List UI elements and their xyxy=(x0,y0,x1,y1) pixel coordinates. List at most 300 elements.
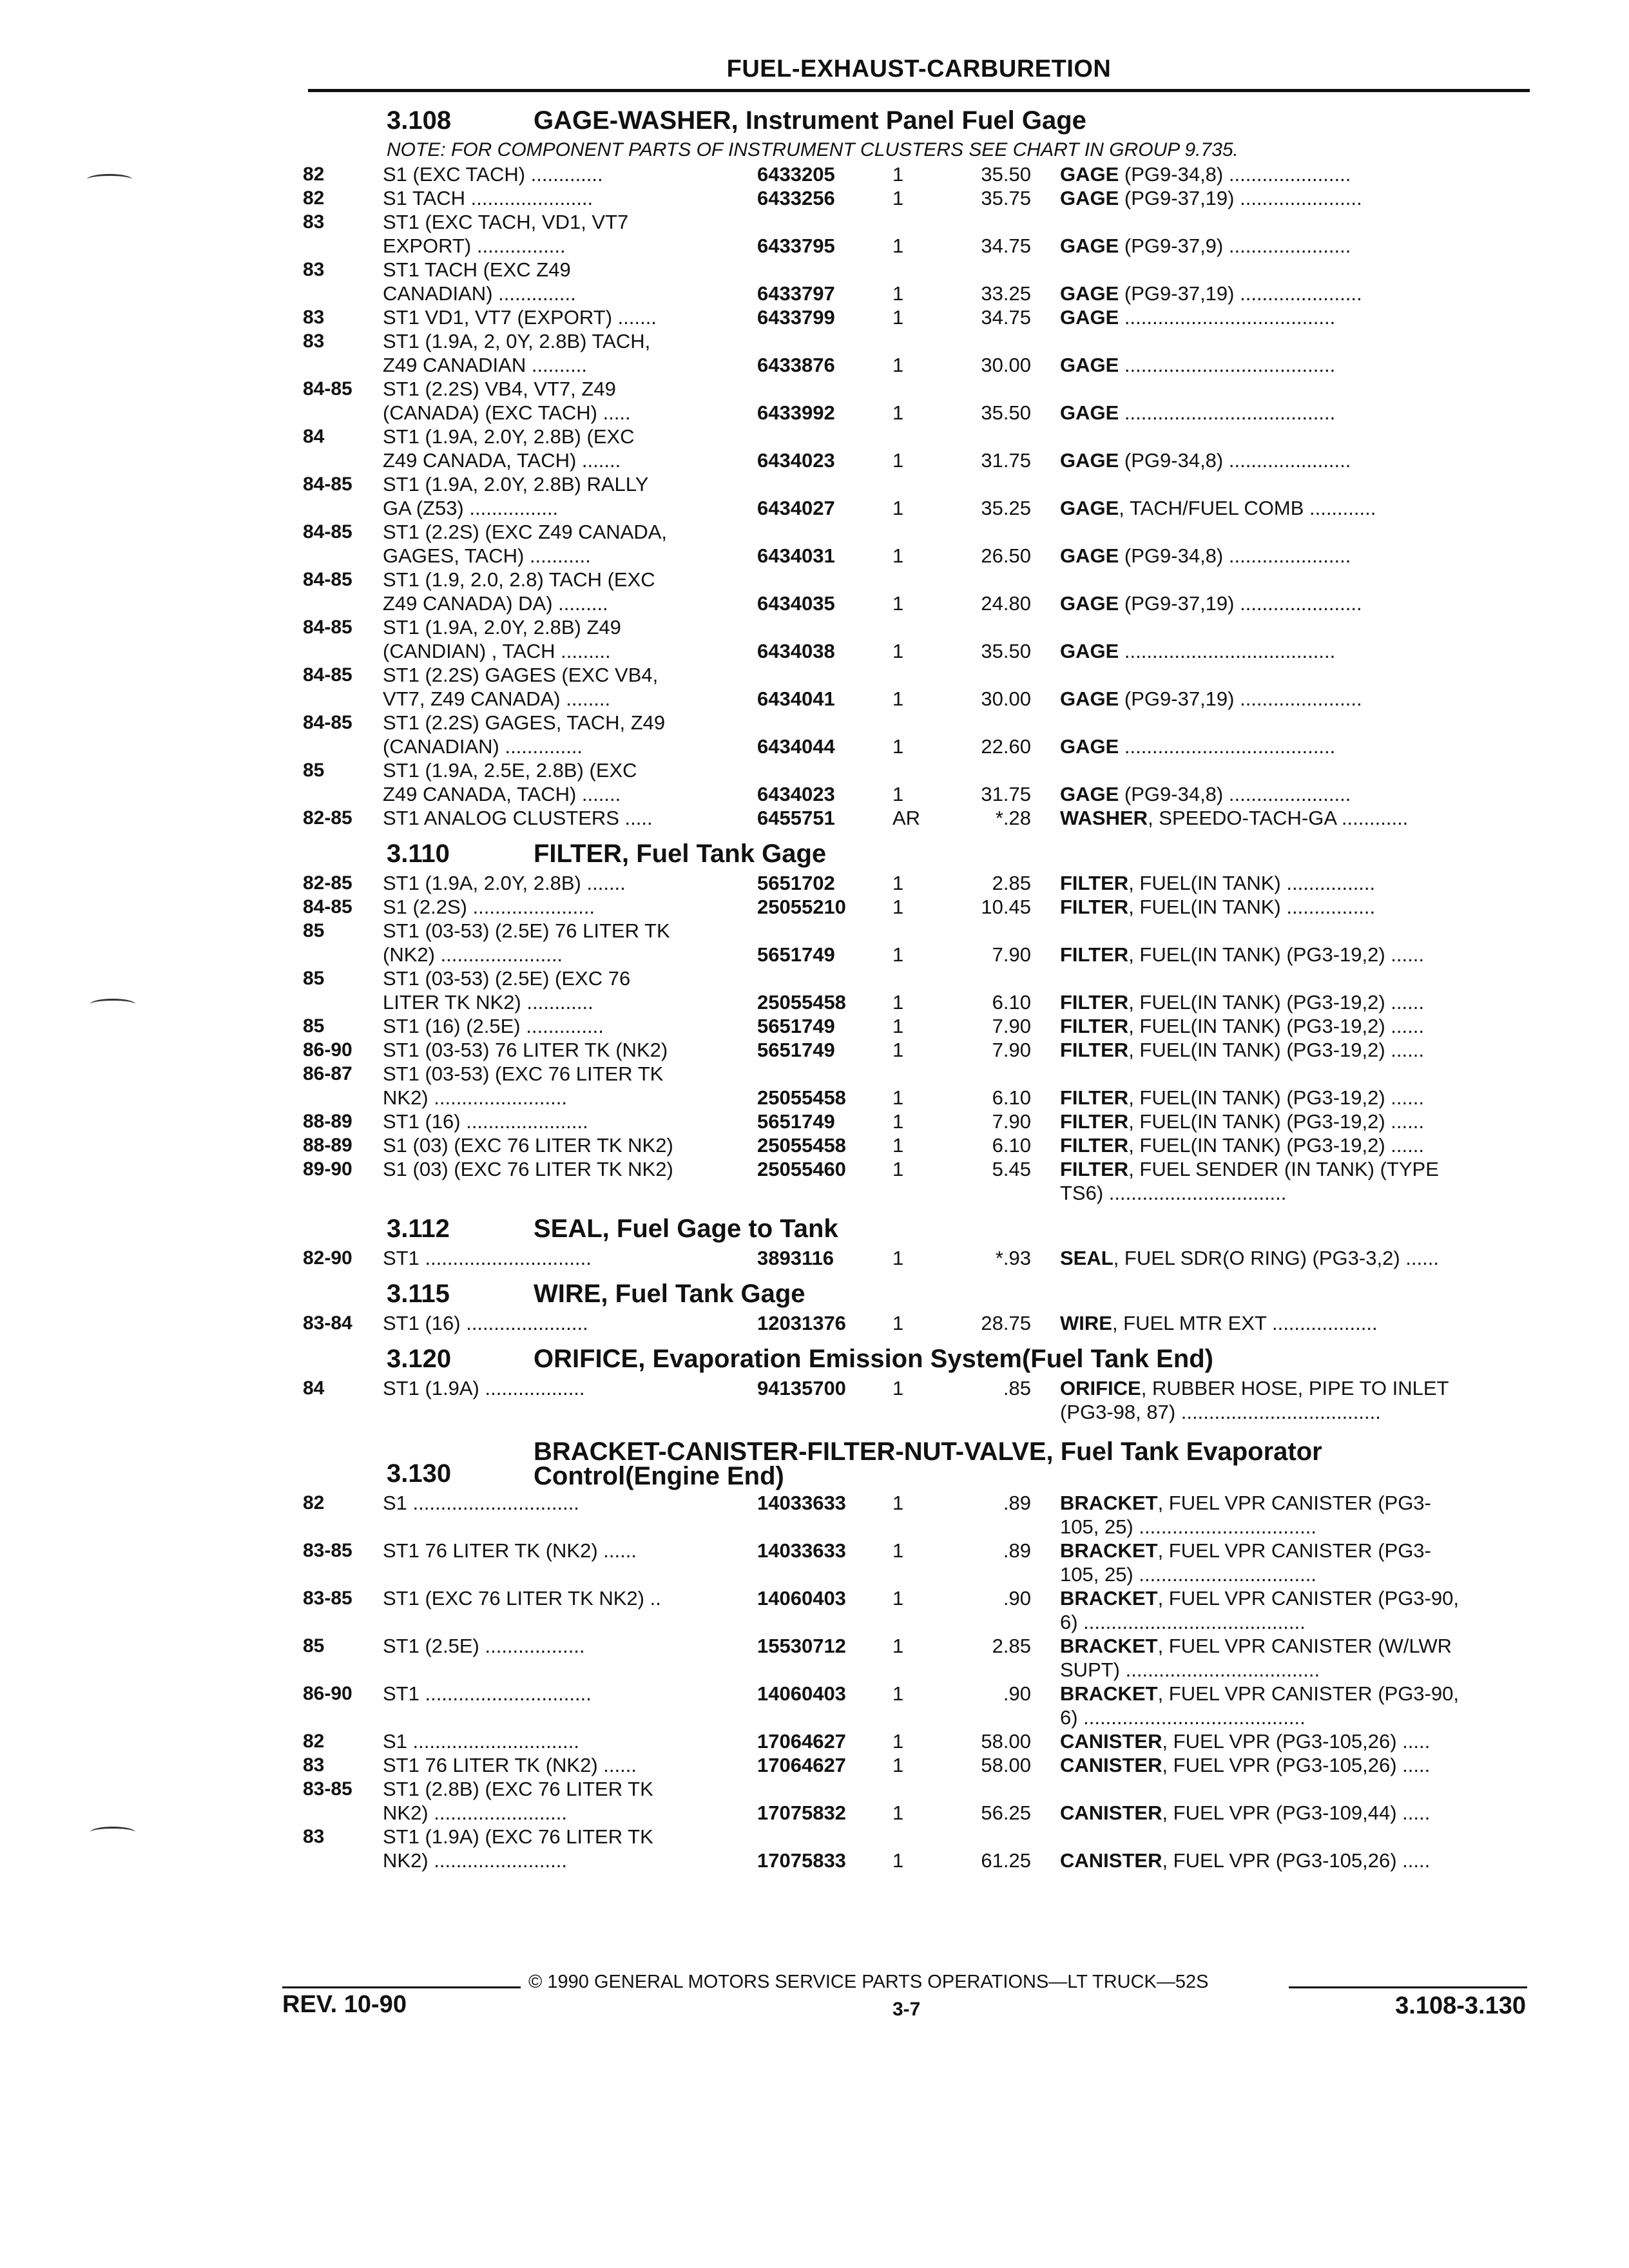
part-number: 6433256 xyxy=(757,187,835,209)
part-number: 15530712 xyxy=(757,1635,846,1657)
item-detail: , TACH/FUEL COMB ............ xyxy=(1119,497,1376,519)
price: 6.10 xyxy=(992,1134,1031,1157)
part-number: 6434031 xyxy=(757,544,835,567)
model-years: 88-89 xyxy=(303,1135,352,1156)
part-number: 25055458 xyxy=(757,991,846,1014)
part-entry xyxy=(303,1539,1527,1586)
part-number: 17075833 xyxy=(757,1849,846,1872)
part-number: 6434023 xyxy=(757,449,835,472)
quantity: 1 xyxy=(892,640,904,662)
item-description xyxy=(1060,1133,1518,1157)
part-number: 17064627 xyxy=(757,1730,846,1753)
quantity: AR xyxy=(892,807,921,829)
item-description xyxy=(1060,1376,1518,1424)
section-number: 3.115 xyxy=(387,1280,450,1308)
item-detail: , FUEL(IN TANK) (PG3-19,2) ...... xyxy=(1128,1110,1424,1133)
price: 33.25 xyxy=(981,282,1031,305)
quantity: 1 xyxy=(892,1134,904,1157)
item-name: FILTER xyxy=(1060,896,1129,918)
price: .89 xyxy=(1003,1539,1031,1562)
application-description: ST1 (2.2S) (EXC Z49 CANADA, GAGES, TACH) ........... xyxy=(383,521,668,567)
item-name: GAGE xyxy=(1060,354,1119,376)
part-entry xyxy=(303,919,1527,966)
part-number: 6433876 xyxy=(757,354,835,376)
item-description xyxy=(1060,806,1518,830)
price: 35.50 xyxy=(981,640,1031,662)
model-years: 83 xyxy=(303,1754,325,1776)
price: 61.25 xyxy=(981,1849,1031,1872)
section-number: 3.110 xyxy=(387,840,450,868)
price: 31.75 xyxy=(981,449,1031,472)
part-entry xyxy=(303,1753,1527,1777)
price: 6.10 xyxy=(992,991,1031,1014)
margin-mark xyxy=(87,174,132,185)
application-description: ST1 (2.5E) .................. xyxy=(383,1635,585,1657)
item-name: BRACKET xyxy=(1060,1492,1158,1514)
quantity: 1 xyxy=(892,1587,904,1610)
item-name: SEAL xyxy=(1060,1247,1113,1269)
part-number: 6434023 xyxy=(757,783,835,805)
part-number: 6434038 xyxy=(757,640,835,662)
part-number: 25055458 xyxy=(757,1086,846,1109)
application-description: ST1 (EXC TACH, VD1, VT7 EXPORT) ................ xyxy=(383,211,629,257)
part-entry xyxy=(303,1376,1527,1424)
price: 35.25 xyxy=(981,497,1031,519)
item-name: FILTER xyxy=(1060,1158,1129,1180)
application-description: ST1 ANALOG CLUSTERS ..... xyxy=(383,807,653,829)
item-description xyxy=(1060,1801,1518,1825)
section-title: WIRE, Fuel Tank Gage xyxy=(534,1280,805,1308)
quantity: 1 xyxy=(892,306,904,329)
item-detail: , FUEL(IN TANK) (PG3-19,2) ...... xyxy=(1128,991,1424,1014)
model-years: 83 xyxy=(303,307,325,328)
part-entry xyxy=(303,663,1527,711)
price: 58.00 xyxy=(981,1730,1031,1753)
model-years: 84 xyxy=(303,426,325,447)
part-number: 25055210 xyxy=(757,896,846,918)
item-detail: (PG9-37,9) ...................... xyxy=(1119,235,1351,257)
model-years: 84-85 xyxy=(303,712,352,733)
item-detail: , FUEL SDR(O RING) (PG3-3,2) ...... xyxy=(1113,1247,1439,1269)
application-description: ST1 (03-53) (2.5E) 76 LITER TK (NK2) ...................... xyxy=(383,919,670,966)
model-years: 83-85 xyxy=(303,1540,352,1561)
item-detail: ...................................... xyxy=(1119,640,1336,662)
quantity: 1 xyxy=(892,991,904,1014)
item-description xyxy=(1060,1157,1518,1205)
application-description: ST1 (03-53) (EXC 76 LITER TK NK2) ........................ xyxy=(383,1062,664,1109)
part-entry xyxy=(303,711,1527,758)
price: 2.85 xyxy=(992,872,1031,894)
item-detail: , FUEL(IN TANK) (PG3-19,2) ...... xyxy=(1128,1015,1424,1037)
item-description xyxy=(1060,1634,1518,1682)
part-entry xyxy=(303,806,1527,830)
price: 35.50 xyxy=(981,401,1031,424)
part-number: 14060403 xyxy=(757,1587,846,1610)
application-description: ST1 (2.8B) (EXC 76 LITER TK NK2) ........................ xyxy=(383,1778,653,1824)
item-name: FILTER xyxy=(1060,1015,1129,1037)
part-entry xyxy=(303,425,1527,472)
quantity: 1 xyxy=(892,235,904,257)
footer-page-number: 3-7 xyxy=(892,1999,921,2020)
item-name: BRACKET xyxy=(1060,1587,1158,1610)
application-description: ST1 (1.9A, 2.0Y, 2.8B) Z49 (CANDIAN) , TACH ......... xyxy=(383,616,621,662)
quantity: 1 xyxy=(892,1086,904,1109)
price: 7.90 xyxy=(992,1015,1031,1037)
price: 6.10 xyxy=(992,1086,1031,1109)
application-description: ST1 (1.9A) .................. xyxy=(383,1377,585,1399)
application-description: S1 .............................. xyxy=(383,1492,579,1514)
part-number: 6433797 xyxy=(757,282,835,305)
quantity: 1 xyxy=(892,1377,904,1399)
item-description xyxy=(1060,1682,1518,1729)
item-detail: , FUEL VPR CANISTER (PG3- 105, 25) ................................ xyxy=(1060,1492,1431,1538)
part-number: 6433992 xyxy=(757,401,835,424)
quantity: 1 xyxy=(892,783,904,805)
part-number: 14060403 xyxy=(757,1682,846,1705)
item-name: BRACKET xyxy=(1060,1635,1158,1657)
price: 56.25 xyxy=(981,1802,1031,1824)
item-description xyxy=(1060,782,1518,806)
item-description xyxy=(1060,1753,1518,1777)
model-years: 84-85 xyxy=(303,378,352,399)
quantity: 1 xyxy=(892,1312,904,1334)
item-detail: (PG9-37,19) ...................... xyxy=(1119,592,1362,615)
model-years: 84-85 xyxy=(303,617,352,638)
model-years: 83 xyxy=(303,211,325,233)
quantity: 1 xyxy=(892,544,904,567)
application-description: ST1 (1.9A, 2.0Y, 2.8B) (EXC Z49 CANADA, TACH) ....... xyxy=(383,425,635,472)
parts-catalog-body xyxy=(303,97,1527,1872)
section-number: 3.108 xyxy=(387,106,452,135)
item-name: FILTER xyxy=(1060,1134,1129,1157)
part-number: 6434044 xyxy=(757,735,835,758)
item-description xyxy=(1060,496,1518,520)
price: 26.50 xyxy=(981,544,1031,567)
model-years: 82 xyxy=(303,1731,325,1752)
item-detail: , FUEL(IN TANK) (PG3-19,2) ...... xyxy=(1128,1134,1424,1157)
part-entry xyxy=(303,186,1527,210)
quantity: 1 xyxy=(892,1849,904,1872)
quantity: 1 xyxy=(892,735,904,758)
item-name: GAGE xyxy=(1060,497,1119,519)
item-detail: (PG9-37,19) ...................... xyxy=(1119,187,1362,209)
quantity: 1 xyxy=(892,872,904,894)
item-description xyxy=(1060,990,1518,1014)
section-number: 3.120 xyxy=(387,1345,452,1373)
item-detail: , FUEL(IN TANK) ................ xyxy=(1128,872,1376,894)
part-entry xyxy=(303,966,1527,1014)
part-entry xyxy=(303,1246,1527,1270)
section-header xyxy=(303,1205,1527,1246)
quantity: 1 xyxy=(892,1039,904,1061)
item-name: FILTER xyxy=(1060,1086,1129,1109)
model-years: 85 xyxy=(303,1015,325,1037)
application-description: ST1 (1.9, 2.0, 2.8) TACH (EXC Z49 CANADA) DA) ......... xyxy=(383,568,655,615)
item-name: WASHER xyxy=(1060,807,1148,829)
price: 22.60 xyxy=(981,735,1031,758)
price: 7.90 xyxy=(992,943,1031,966)
quantity: 1 xyxy=(892,943,904,966)
item-detail: , FUEL(IN TANK) (PG3-19,2) ...... xyxy=(1128,1086,1424,1109)
item-detail: , FUEL SENDER (IN TANK) (TYPE TS6) ................................ xyxy=(1060,1158,1439,1204)
model-years: 83-84 xyxy=(303,1312,352,1334)
quantity: 1 xyxy=(892,1754,904,1776)
item-description xyxy=(1060,544,1518,568)
page-title: FUEL-EXHAUST-CARBURETION xyxy=(308,50,1530,92)
section-note: NOTE: FOR COMPONENT PARTS OF INSTRUMENT CLUSTERS SEE CHART IN GROUP 9.735. xyxy=(387,139,1239,160)
model-years: 82 xyxy=(303,1492,325,1514)
item-description xyxy=(1060,162,1518,186)
application-description: ST1 (2.2S) GAGES, TACH, Z49 (CANADIAN) .............. xyxy=(383,711,666,758)
part-entry xyxy=(303,1062,1527,1110)
application-description: ST1 76 LITER TK (NK2) ...... xyxy=(383,1754,637,1776)
item-detail: ...................................... xyxy=(1119,401,1336,424)
item-detail: , FUEL VPR CANISTER (PG3-90, 6) ........................................ xyxy=(1060,1682,1459,1729)
part-entry xyxy=(303,1586,1527,1634)
item-name: GAGE xyxy=(1060,235,1119,257)
part-entry xyxy=(303,162,1527,186)
section-header xyxy=(303,830,1527,871)
quantity: 1 xyxy=(892,1110,904,1133)
quantity: 1 xyxy=(892,1247,904,1269)
item-description xyxy=(1060,1086,1518,1110)
price: 24.80 xyxy=(981,592,1031,615)
price: 2.85 xyxy=(992,1635,1031,1657)
part-entry xyxy=(303,1682,1527,1729)
item-detail: , FUEL VPR (PG3-105,26) ..... xyxy=(1162,1754,1431,1776)
price: 10.45 xyxy=(981,896,1031,918)
section-header xyxy=(303,1270,1527,1311)
part-entry xyxy=(303,1634,1527,1682)
part-entry xyxy=(303,1038,1527,1062)
item-name: FILTER xyxy=(1060,943,1129,966)
part-entry xyxy=(303,1014,1527,1038)
application-description: ST1 (16) (2.5E) .............. xyxy=(383,1015,604,1037)
item-name: FILTER xyxy=(1060,1110,1129,1133)
model-years: 83 xyxy=(303,259,325,280)
model-years: 83-85 xyxy=(303,1778,352,1800)
part-entry xyxy=(303,615,1527,663)
part-entry xyxy=(303,1133,1527,1157)
price: *.28 xyxy=(995,807,1031,829)
model-years: 84-85 xyxy=(303,521,352,543)
item-name: GAGE xyxy=(1060,449,1119,472)
item-name: GAGE xyxy=(1060,306,1119,329)
application-description: S1 TACH ...................... xyxy=(383,187,593,209)
model-years: 84-85 xyxy=(303,474,352,495)
item-detail: (PG9-34,8) ...................... xyxy=(1119,783,1351,805)
item-name: CANISTER xyxy=(1060,1802,1162,1824)
part-number: 6433799 xyxy=(757,306,835,329)
price: .90 xyxy=(1003,1682,1031,1705)
footer-revision: REV. 10-90 xyxy=(282,1991,407,2018)
part-number: 6434035 xyxy=(757,592,835,615)
quantity: 1 xyxy=(892,187,904,209)
part-number: 25055458 xyxy=(757,1134,846,1157)
quantity: 1 xyxy=(892,1015,904,1037)
section-header xyxy=(303,97,1527,138)
model-years: 86-87 xyxy=(303,1063,352,1084)
part-number: 6433795 xyxy=(757,235,835,257)
price: 30.00 xyxy=(981,354,1031,376)
part-number: 6434041 xyxy=(757,687,835,710)
item-description xyxy=(1060,1014,1518,1038)
part-number: 17064627 xyxy=(757,1754,846,1776)
item-name: GAGE xyxy=(1060,544,1119,567)
model-years: 82 xyxy=(303,164,325,185)
application-description: ST1 .............................. xyxy=(383,1682,592,1705)
part-number: 5651749 xyxy=(757,1110,835,1133)
item-description xyxy=(1060,1311,1518,1335)
item-description xyxy=(1060,1586,1518,1634)
section-title: FILTER, Fuel Tank Gage xyxy=(534,840,827,868)
item-name: ORIFICE xyxy=(1060,1377,1141,1399)
part-entry xyxy=(303,895,1527,919)
item-description xyxy=(1060,1539,1518,1586)
model-years: 86-90 xyxy=(303,1039,352,1061)
item-detail: ...................................... xyxy=(1119,354,1336,376)
part-number: 6455751 xyxy=(757,807,835,829)
quantity: 1 xyxy=(892,896,904,918)
application-description: ST1 76 LITER TK (NK2) ...... xyxy=(383,1539,637,1562)
part-entry xyxy=(303,871,1527,895)
section-number: 3.130 xyxy=(387,1459,452,1488)
quantity: 1 xyxy=(892,1682,904,1705)
item-description xyxy=(1060,1110,1518,1133)
item-description xyxy=(1060,1038,1518,1062)
model-years: 84-85 xyxy=(303,664,352,686)
item-detail: , SPEEDO-TACH-GA ............ xyxy=(1148,807,1409,829)
part-number: 5651749 xyxy=(757,943,835,966)
item-description xyxy=(1060,735,1518,758)
item-detail: , FUEL VPR (PG3-109,44) ..... xyxy=(1162,1802,1431,1824)
item-description xyxy=(1060,305,1518,329)
quantity: 1 xyxy=(892,1635,904,1657)
section-header xyxy=(303,1424,1527,1491)
model-years: 83 xyxy=(303,331,325,352)
part-entry xyxy=(303,1729,1527,1753)
part-number: 5651749 xyxy=(757,1015,835,1037)
item-name: CANISTER xyxy=(1060,1849,1162,1872)
quantity: 1 xyxy=(892,1158,904,1180)
item-detail: , RUBBER HOSE, PIPE TO INLET (PG3-98, 87) .................................... xyxy=(1060,1377,1449,1423)
model-years: 83 xyxy=(303,1826,325,1847)
quantity: 1 xyxy=(892,1539,904,1562)
quantity: 1 xyxy=(892,497,904,519)
item-name: GAGE xyxy=(1060,187,1119,209)
application-description: ST1 (1.9A, 2.0Y, 2.8B) RALLY GA (Z53) ................ xyxy=(383,473,649,519)
item-description xyxy=(1060,687,1518,711)
price: 58.00 xyxy=(981,1754,1031,1776)
item-name: CANISTER xyxy=(1060,1754,1162,1776)
part-entry xyxy=(303,568,1527,615)
item-detail: (PG9-34,8) ...................... xyxy=(1119,163,1351,186)
item-description xyxy=(1060,591,1518,615)
application-description: ST1 (16) ...................... xyxy=(383,1312,588,1334)
part-entry xyxy=(303,520,1527,568)
item-name: GAGE xyxy=(1060,401,1119,424)
item-name: GAGE xyxy=(1060,592,1119,615)
section-header xyxy=(303,1335,1527,1376)
price: .89 xyxy=(1003,1492,1031,1514)
model-years: 89-90 xyxy=(303,1158,352,1180)
application-description: ST1 (2.2S) GAGES (EXC VB4, VT7, Z49 CANADA) ........ xyxy=(383,664,659,710)
model-years: 85 xyxy=(303,920,325,941)
section-title: GAGE-WASHER, Instrument Panel Fuel Gage xyxy=(534,106,1086,135)
footer-rule-right xyxy=(1289,1986,1527,1988)
price: 30.00 xyxy=(981,687,1031,710)
part-entry xyxy=(303,329,1527,377)
price: *.93 xyxy=(995,1247,1031,1269)
quantity: 1 xyxy=(892,354,904,376)
quantity: 1 xyxy=(892,1730,904,1753)
part-number: 6433205 xyxy=(757,163,835,186)
item-name: CANISTER xyxy=(1060,1730,1162,1753)
application-description: ST1 .............................. xyxy=(383,1247,592,1269)
margin-mark xyxy=(90,999,135,1010)
item-name: FILTER xyxy=(1060,1039,1129,1061)
item-detail: ...................................... xyxy=(1119,735,1336,758)
application-description: ST1 (03-53) 76 LITER TK (NK2) xyxy=(383,1039,668,1061)
application-description: ST1 (03-53) (2.5E) (EXC 76 LITER TK NK2) ............ xyxy=(383,967,631,1014)
model-years: 84 xyxy=(303,1378,325,1399)
price: 7.90 xyxy=(992,1039,1031,1061)
part-number: 14033633 xyxy=(757,1492,846,1514)
part-number: 6434027 xyxy=(757,497,835,519)
part-entry xyxy=(303,210,1527,258)
item-detail: (PG9-34,8) ...................... xyxy=(1119,449,1351,472)
item-detail: , FUEL(IN TANK) (PG3-19,2) ...... xyxy=(1128,943,1424,966)
item-description xyxy=(1060,234,1518,258)
section-title: SEAL, Fuel Gage to Tank xyxy=(534,1215,838,1243)
item-detail: , FUEL VPR CANISTER (W/LWR SUPT) ................................... xyxy=(1060,1635,1452,1681)
part-number: 12031376 xyxy=(757,1312,846,1334)
item-name: GAGE xyxy=(1060,783,1119,805)
item-name: GAGE xyxy=(1060,282,1119,305)
part-entry xyxy=(303,1825,1527,1872)
item-name: BRACKET xyxy=(1060,1682,1158,1705)
part-number: 5651702 xyxy=(757,872,835,894)
model-years: 84-85 xyxy=(303,569,352,590)
application-description: ST1 (1.9A, 2.5E, 2.8B) (EXC Z49 CANADA, TACH) ....... xyxy=(383,759,637,805)
quantity: 1 xyxy=(892,592,904,615)
part-entry xyxy=(303,1777,1527,1825)
application-description: ST1 (1.9A, 2.0Y, 2.8B) ....... xyxy=(383,872,626,894)
item-name: FILTER xyxy=(1060,991,1129,1014)
item-detail: ...................................... xyxy=(1119,306,1336,329)
price: 34.75 xyxy=(981,306,1031,329)
item-description xyxy=(1060,1849,1518,1872)
model-years: 84-85 xyxy=(303,896,352,918)
part-entry xyxy=(303,758,1527,806)
part-entry xyxy=(303,1311,1527,1335)
item-name: BRACKET xyxy=(1060,1539,1158,1562)
footer-section-range: 3.108-3.130 xyxy=(1395,1992,1526,2019)
price: 34.75 xyxy=(981,235,1031,257)
part-entry xyxy=(303,377,1527,425)
item-description xyxy=(1060,895,1518,919)
price: 7.90 xyxy=(992,1110,1031,1133)
item-description xyxy=(1060,943,1518,966)
part-entry xyxy=(303,258,1527,305)
quantity: 1 xyxy=(892,449,904,472)
model-years: 88-89 xyxy=(303,1111,352,1132)
part-number: 3893116 xyxy=(757,1247,834,1269)
application-description: ST1 (1.9A, 2, 0Y, 2.8B) TACH, Z49 CANADIAN .......... xyxy=(383,330,651,376)
model-years: 86-90 xyxy=(303,1683,352,1704)
item-description xyxy=(1060,401,1518,425)
item-detail: (PG9-34,8) ...................... xyxy=(1119,544,1351,567)
